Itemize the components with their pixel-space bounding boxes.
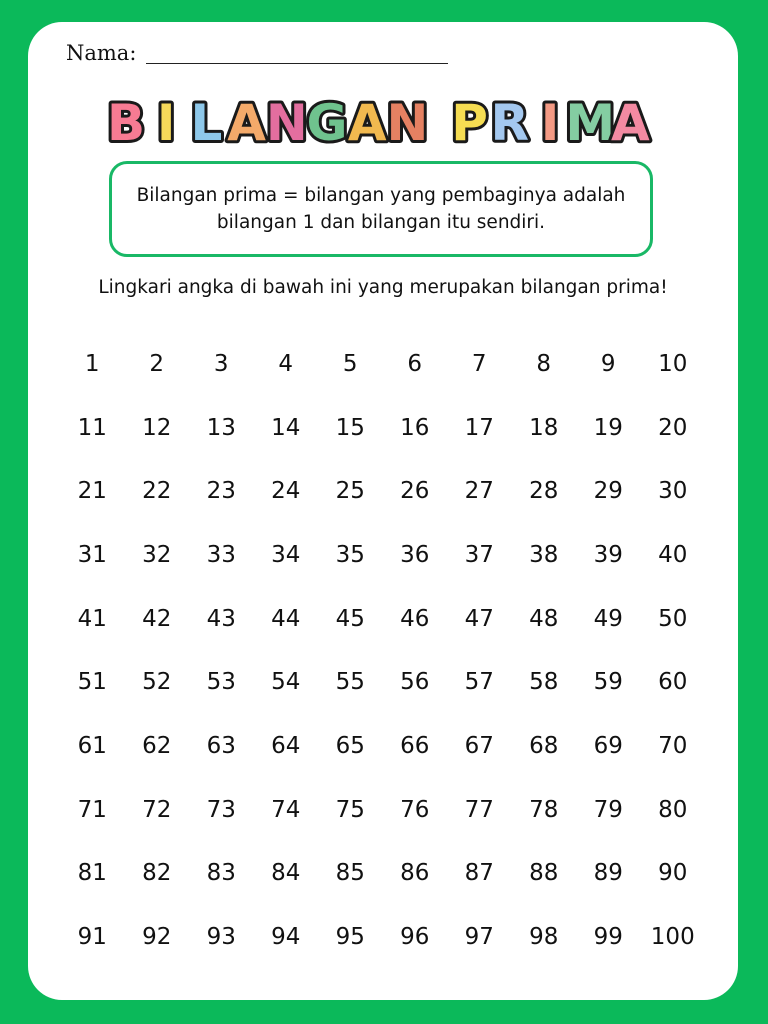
title-letter: I <box>156 94 176 152</box>
number-cell[interactable]: 31 <box>77 541 107 568</box>
number-cell[interactable]: 6 <box>407 350 423 377</box>
number-cell[interactable]: 7 <box>471 350 487 377</box>
name-blank-line[interactable] <box>146 63 448 64</box>
number-cell[interactable]: 34 <box>271 541 301 568</box>
number-cell[interactable]: 100 <box>650 924 695 951</box>
number-cell[interactable]: 52 <box>142 669 172 696</box>
number-cell[interactable]: 78 <box>529 796 559 823</box>
number-cell[interactable]: 56 <box>400 669 430 696</box>
title-letter: B <box>106 94 146 152</box>
instruction-text: Lingkari angka di bawah ini yang merupakan bilangan prima! <box>98 277 668 298</box>
number-cell[interactable]: 13 <box>206 414 236 441</box>
number-cell[interactable]: 39 <box>593 541 623 568</box>
title-graphic <box>28 88 738 158</box>
title-letter: A <box>611 94 650 152</box>
number-cell[interactable]: 95 <box>335 924 365 951</box>
name-label: Nama: <box>66 41 137 65</box>
number-cell[interactable]: 53 <box>206 669 236 696</box>
number-cell[interactable]: 42 <box>142 605 172 632</box>
title-letter: R <box>490 94 530 152</box>
number-cell[interactable]: 91 <box>77 924 107 951</box>
definition-box <box>109 161 653 257</box>
number-cell[interactable]: 80 <box>658 796 688 823</box>
number-cell[interactable]: 29 <box>593 478 623 505</box>
number-cell[interactable]: 62 <box>142 732 172 759</box>
number-cell[interactable]: 83 <box>206 860 236 887</box>
title-letter: G <box>306 94 348 152</box>
number-cell[interactable]: 40 <box>658 541 688 568</box>
title-letter: P <box>451 94 488 152</box>
number-cell[interactable]: 21 <box>77 478 107 505</box>
number-cell[interactable]: 60 <box>658 669 688 696</box>
number-cell[interactable]: 2 <box>149 350 165 377</box>
number-cell[interactable]: 81 <box>77 860 107 887</box>
title-letter: L <box>190 94 223 152</box>
number-cell[interactable]: 8 <box>536 350 552 377</box>
number-cell[interactable]: 84 <box>271 860 301 887</box>
number-cell[interactable]: 82 <box>142 860 172 887</box>
number-cell[interactable]: 24 <box>271 478 301 505</box>
number-cell[interactable]: 17 <box>464 414 494 441</box>
number-cell[interactable]: 46 <box>400 605 430 632</box>
number-cell[interactable]: 25 <box>335 478 365 505</box>
number-cell[interactable]: 58 <box>529 669 559 696</box>
number-cell[interactable]: 59 <box>593 669 623 696</box>
number-cell[interactable]: 89 <box>593 860 623 887</box>
number-cell[interactable]: 19 <box>593 414 623 441</box>
number-cell[interactable]: 33 <box>206 541 236 568</box>
number-cell[interactable]: 69 <box>593 732 623 759</box>
number-cell[interactable]: 47 <box>464 605 494 632</box>
number-cell[interactable]: 72 <box>142 796 172 823</box>
number-cell[interactable]: 26 <box>400 478 430 505</box>
number-cell[interactable]: 38 <box>529 541 559 568</box>
number-cell[interactable]: 14 <box>271 414 301 441</box>
number-cell[interactable]: 67 <box>464 732 494 759</box>
number-cell[interactable]: 41 <box>77 605 107 632</box>
number-cell[interactable]: 51 <box>77 669 107 696</box>
title-letter: A <box>227 94 266 152</box>
number-cell[interactable]: 22 <box>142 478 172 505</box>
number-cell[interactable]: 96 <box>400 924 430 951</box>
number-cell[interactable]: 88 <box>529 860 559 887</box>
number-cell[interactable]: 93 <box>206 924 236 951</box>
number-cell[interactable]: 79 <box>593 796 623 823</box>
number-cell[interactable]: 16 <box>400 414 430 441</box>
number-cell[interactable]: 55 <box>335 669 365 696</box>
number-cell[interactable]: 30 <box>658 478 688 505</box>
number-cell[interactable]: 28 <box>529 478 559 505</box>
number-cell[interactable]: 10 <box>658 350 688 377</box>
title-letter: N <box>265 94 308 152</box>
number-cell[interactable]: 49 <box>593 605 623 632</box>
number-cell[interactable]: 86 <box>400 860 430 887</box>
title-letter: M <box>565 94 616 152</box>
definition-line-1: Bilangan prima = bilangan yang pembaginya adalah <box>136 185 626 206</box>
number-cell[interactable]: 35 <box>335 541 365 568</box>
number-cell[interactable]: 20 <box>658 414 688 441</box>
number-cell[interactable]: 45 <box>335 605 365 632</box>
number-cell[interactable]: 9 <box>600 350 616 377</box>
number-cell[interactable]: 77 <box>464 796 494 823</box>
number-cell[interactable]: 85 <box>335 860 365 887</box>
number-cell[interactable]: 92 <box>142 924 172 951</box>
number-cell[interactable]: 4 <box>278 350 294 377</box>
number-cell[interactable]: 76 <box>400 796 430 823</box>
number-cell[interactable]: 97 <box>464 924 494 951</box>
number-cell[interactable]: 50 <box>658 605 688 632</box>
number-cell[interactable]: 43 <box>206 605 236 632</box>
number-cell[interactable]: 94 <box>271 924 301 951</box>
page-title <box>28 88 738 158</box>
number-cell[interactable]: 27 <box>464 478 494 505</box>
number-cell[interactable]: 71 <box>77 796 107 823</box>
number-cell[interactable]: 90 <box>658 860 688 887</box>
number-cell[interactable]: 3 <box>213 350 229 377</box>
number-cell[interactable]: 87 <box>464 860 494 887</box>
number-cell[interactable]: 36 <box>400 541 430 568</box>
number-cell[interactable]: 54 <box>271 669 301 696</box>
number-cell[interactable]: 68 <box>529 732 559 759</box>
number-cell[interactable]: 73 <box>206 796 236 823</box>
number-cell[interactable]: 44 <box>271 605 301 632</box>
definition-line-2: bilangan 1 dan bilangan itu sendiri. <box>216 212 546 233</box>
number-cell[interactable]: 63 <box>206 732 236 759</box>
number-cell[interactable]: 75 <box>335 796 365 823</box>
number-cell[interactable]: 37 <box>464 541 494 568</box>
number-cell[interactable]: 12 <box>142 414 172 441</box>
number-cell[interactable]: 74 <box>271 796 301 823</box>
number-cell[interactable]: 23 <box>206 478 236 505</box>
number-cell[interactable]: 99 <box>593 924 623 951</box>
number-cell[interactable]: 57 <box>464 669 494 696</box>
title-letter: A <box>347 94 387 152</box>
title-letter: N <box>386 94 429 152</box>
worksheet-page <box>28 22 738 1000</box>
number-cell[interactable]: 61 <box>77 732 107 759</box>
number-cell[interactable]: 15 <box>335 414 365 441</box>
number-cell[interactable]: 18 <box>529 414 559 441</box>
number-cell[interactable]: 65 <box>335 732 365 759</box>
number-cell[interactable]: 48 <box>529 605 559 632</box>
number-cell[interactable]: 66 <box>400 732 430 759</box>
name-row <box>66 34 448 64</box>
title-letter: I <box>540 94 560 152</box>
number-cell[interactable]: 64 <box>271 732 301 759</box>
number-cell[interactable]: 5 <box>342 350 358 377</box>
number-cell[interactable]: 70 <box>658 732 688 759</box>
number-cell[interactable]: 98 <box>529 924 559 951</box>
number-cell[interactable]: 1 <box>84 350 100 377</box>
number-cell[interactable]: 32 <box>142 541 172 568</box>
number-cell[interactable]: 11 <box>77 414 107 441</box>
number-grid <box>60 332 705 969</box>
